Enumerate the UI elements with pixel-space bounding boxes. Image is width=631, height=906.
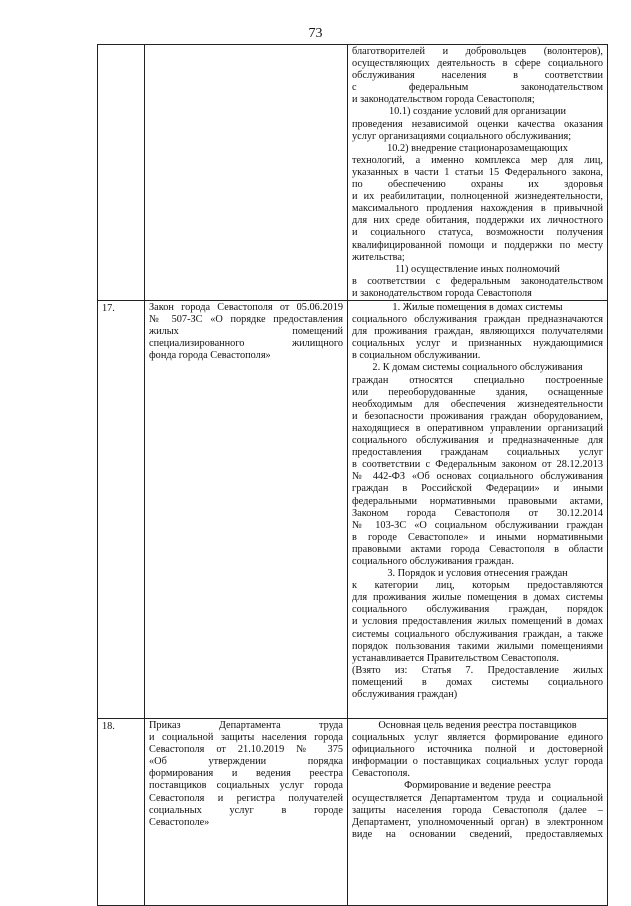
- row-number: [98, 45, 144, 47]
- table-row-continued: [98, 45, 608, 301]
- text-line: № 103-ЗС «О социальном обслуживании граждан: [352, 519, 603, 531]
- text-line: благотворителей и добровольцев (волонтеров),: [352, 46, 603, 57]
- text-line: социального обслуживания граждан, порядок: [352, 604, 603, 616]
- text-line: Севастополя.: [352, 768, 410, 780]
- text-line: обслуживания населения в соответствии: [352, 70, 603, 82]
- text-line: и условия предоставления жилых помещений в домах: [352, 616, 603, 628]
- document-content-text: [348, 301, 607, 701]
- text-line: социального обслуживания граждан предназначаются: [352, 314, 603, 326]
- text-line: правовыми актами города Севастополя в области: [352, 543, 603, 555]
- text-line: проведения независимой оценки качества оказания: [352, 118, 603, 130]
- text-line: граждан относятся специально построенные: [352, 374, 603, 386]
- text-line: и социальной защиты населения города: [149, 732, 343, 744]
- text-line: Севастополе»: [149, 816, 210, 828]
- document-name-text: [145, 719, 347, 829]
- text-line: 1. Жилые помещения в домах системы: [392, 302, 563, 313]
- text-line: системы социального обслуживания граждан, а также: [352, 628, 603, 640]
- text-line: для них среде обитания, поддержки их личностного: [352, 215, 603, 227]
- text-line: максимального продления нахождения в привычной: [352, 203, 603, 215]
- text-line: устанавливается Правительством Севастополя.: [352, 652, 559, 664]
- text-line: «Об утверждении порядка: [149, 756, 343, 768]
- text-line: и социального статуса, возможности получения: [352, 227, 603, 239]
- text-line: в соответствии с федеральным законодательством: [352, 275, 603, 287]
- text-line: 3. Порядок и условия отнесения граждан: [387, 568, 568, 580]
- text-line: и законодательством города Севастополя: [352, 287, 532, 299]
- text-line: поставщиков социальных услуг города: [149, 780, 343, 792]
- text-line: по обеспечению охраны их здоровья: [352, 179, 603, 191]
- text-line: необходимым для обеспечения жизнедеятельности: [352, 398, 603, 410]
- page-number: 73: [308, 26, 323, 41]
- legislation-table: [97, 44, 608, 906]
- document-name-cell: [145, 719, 348, 906]
- text-line: Приказ Департамента труда: [149, 720, 343, 731]
- text-line: социальных услуг и признанных нуждающимися: [352, 338, 603, 350]
- row-number: 18.: [102, 721, 115, 732]
- row-number-cell: [98, 719, 145, 906]
- text-line: в городе Севастополе» и иными нормативными: [352, 531, 603, 543]
- text-line: находящиеся в оперативном управлении организаций: [352, 422, 603, 434]
- text-line: 11) осуществление иных полномочий: [395, 263, 560, 275]
- document-name-text: [145, 45, 347, 46]
- text-line: виде на основании сведений, предоставляемых: [352, 828, 603, 840]
- document-name-text: [145, 301, 347, 362]
- text-line: социальных услуг является формирование единого: [352, 732, 603, 744]
- text-line: для проживания жилые помещения в домах системы: [352, 592, 603, 604]
- document-content-text: [348, 719, 607, 841]
- text-line: Основная цель ведения реестра поставщиков: [378, 720, 577, 731]
- text-line: № 442-ФЗ «Об основах социального обслуживания: [352, 471, 603, 483]
- text-line: 2. К домам системы социального обслуживания: [372, 362, 583, 374]
- row-number-cell: [98, 301, 145, 719]
- text-line: с федеральным законодательством: [352, 82, 603, 94]
- text-line: обслуживания граждан): [352, 689, 458, 700]
- text-line: 10.1) создание условий для организации: [388, 106, 567, 118]
- text-line: № 507-ЗС «О порядке предоставления: [149, 314, 343, 326]
- row-number-cell: [98, 45, 145, 301]
- text-line: Севастополя от 21.10.2019 № 375: [149, 744, 343, 756]
- text-line: официального источника полной и достоверной: [352, 744, 603, 756]
- text-line: жилых помещений: [149, 326, 343, 338]
- text-line: технологий, а именно комплекса мер для лиц,: [352, 154, 603, 166]
- text-line: порядок пользования такими жилыми помещениями: [352, 640, 603, 652]
- text-line: (Взято из: Статья 7. Предоставление жилых: [352, 664, 603, 676]
- document-content-cell: [348, 45, 608, 301]
- text-line: Формирование и ведение реестра: [404, 780, 551, 792]
- text-line: осуществляющих деятельность в сфере социального: [352, 58, 603, 70]
- text-line: фонда города Севастополя»: [149, 350, 271, 362]
- text-line: для проживания граждан, являющихся получателями: [352, 326, 603, 338]
- text-line: социальных услуг в городе: [149, 804, 343, 816]
- table-row-18: [98, 719, 608, 906]
- text-line: или переоборудованные здания, оснащенные: [352, 386, 603, 398]
- text-line: в социальном обслуживании.: [352, 350, 481, 362]
- text-line: и их реабилитации, полноценной жизнедеятельности,: [352, 191, 603, 203]
- text-line: жительства;: [352, 251, 405, 263]
- text-line: предоставления гражданам социальных услуг: [352, 447, 603, 459]
- text-line: квалифицированной помощи и поддержки по месту: [352, 239, 603, 251]
- text-line: и безопасности проживания граждан оборудованием,: [352, 410, 603, 422]
- document-content-text: [348, 45, 607, 300]
- text-line: специализированного жилищного: [149, 338, 343, 350]
- text-line: к категории лиц, которым предоставляются: [352, 580, 603, 592]
- text-line: Севастополя и регистра получателей: [149, 792, 343, 804]
- document-name-cell: [145, 45, 348, 301]
- text-line: помещений в домах системы социального: [352, 676, 603, 688]
- text-line: информации о поставщиках социальных услуг города: [352, 756, 603, 768]
- text-line: и законодательством города Севастополя;: [352, 94, 535, 106]
- text-line: 10.2) внедрение стационарозамещающих: [387, 142, 568, 154]
- document-content-cell: [348, 719, 608, 906]
- text-line: граждан в Российской Федерации» и иными: [352, 483, 603, 495]
- text-line: услуг организациями социального обслуживания;: [352, 130, 572, 142]
- text-line: Закон города Севастополя от 05.06.2019: [149, 302, 343, 313]
- text-line: федеральными нормативными правовыми актами,: [352, 495, 603, 507]
- row-number: 17.: [102, 303, 115, 314]
- table-row-17: [98, 301, 608, 719]
- text-line: Законом города Севастополя от 30.12.2014: [352, 507, 603, 519]
- text-line: формирования и ведения реестра: [149, 768, 343, 780]
- text-line: указанных в части 1 статьи 15 Федерального закона,: [352, 166, 603, 178]
- text-line: социального обслуживания граждан.: [352, 555, 514, 567]
- text-line: Департамент, уполномоченный орган) в электронном: [352, 816, 603, 828]
- document-name-cell: [145, 301, 348, 719]
- text-line: защиты населения города Севастополя (далее –: [352, 804, 603, 816]
- document-content-cell: [348, 301, 608, 719]
- text-line: социального обслуживания и предназначенные для: [352, 435, 603, 447]
- text-line: в соответствии с Федеральным законом от 28.12.2013: [352, 459, 603, 471]
- text-line: осуществляется Департаментом труда и социальной: [352, 792, 603, 804]
